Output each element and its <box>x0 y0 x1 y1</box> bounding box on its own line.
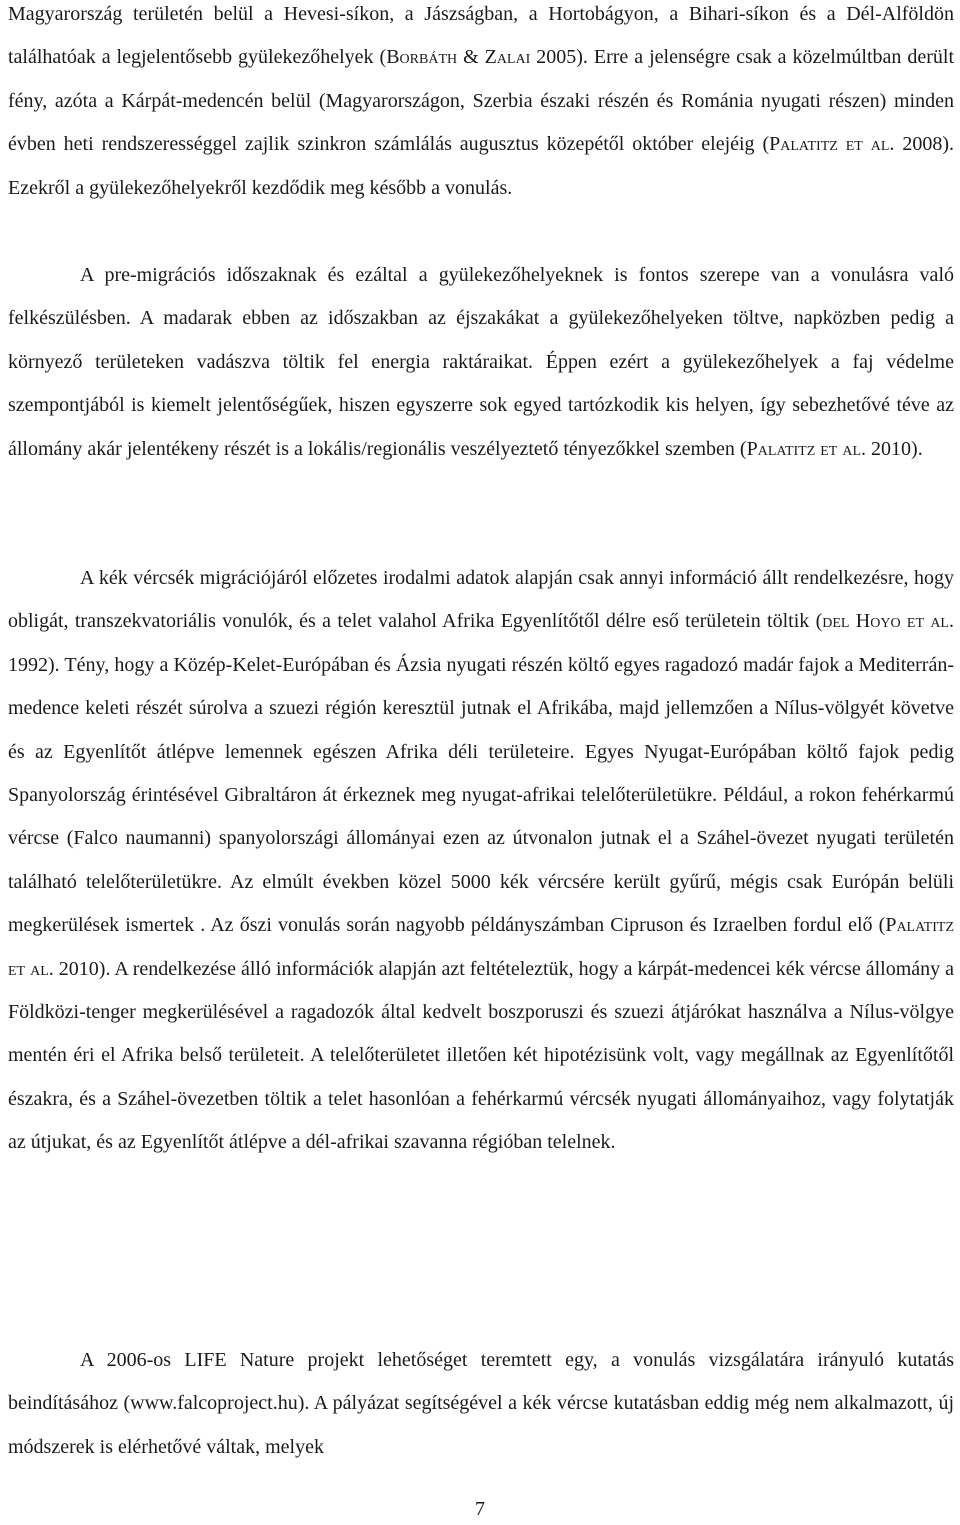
paragraph-1: Magyarország területén belül a Hevesi-síkon, a Jászságban, a Hortobágyon, a Bihari-síkon és a Dél-Alföldön találhatóak a legjelentősebb gyülekezőhelyek (Borbáth & Zalai 2005). Erre a jelenségre csak a közelmúltban derült fény, azóta a Kárpát-medencén belül (Magyarországon, Szerbia északi részén és Románia nyugati részen) minden évben heti rendszerességgel zajlik szinkron számlálás augusztus közepétől október elejéig (Palatitz et al. 2008). Ezekről a gyülekezőhelyekről kezdődik meg később a vonulás. <box>8 3 955 199</box>
citation: Palatitz et al. <box>746 437 867 460</box>
citation: Palatitz et al. <box>769 133 895 156</box>
page-number: 7 <box>475 1498 485 1520</box>
paragraph-2: A pre-migrációs időszaknak és ezáltal a gyülekezőhelyeknek is fontos szerepe van a vonulásra való felkészülésben. A madarak ebben az időszakban az éjszakákat a gyülekezőhelyeken töltve, napközben pedig a környező területeken vadászva töltik fel energia raktáraikat. Éppen ezért a gyülekezőhelyek a faj védelme szempontjából is kiemelt jelentőségűek, hiszen egyszerre sok egyed tartózkodik kis helyen, így sebezhetővé téve az állomány akár jelentékeny részét is a lokális/regionális veszélyeztető tényezőkkel szemben (Palatitz et al. 2010). <box>8 264 954 460</box>
citation: Palatitz et al. <box>8 914 954 980</box>
paragraph-3: A kék vércsék migrációjáról előzetes irodalmi adatok alapján csak annyi információ állt rendelkezésre, hogy obligát, transzekvatoriális vonulók, és a telet valahol Afrika Egyenlítőtől délre eső területein töltik (del Hoyo et al. 1992). Tény, hogy a Közép-Kelet-Európában és Ázsia nyugati részén költő egyes ragadozó madár fajok a Mediterrán-medence keleti részét súrolva a szuezi régión keresztül jutnak el Afrikába, majd jellemzően a Nílus-völgyét követve és az Egyenlítőt átlépve lemennek egészen Afrika déli területeire. Egyes Nyugat-Európában költő fajok pedig Spanyolország érintésével Gibraltáron át érkeznek meg nyugat-afrikai telelőterületükre. Például, a rokon fehérkarmú vércse (Falco naumanni) spanyolországi állományai ezen az útvonalon jutnak el a Száhel-övezet nyugati területén található telelőterületükre. Az elmúlt években közel 5000 kék vércsére került gyűrű, mégis csak Európán belüli megkerülések ismertek . Az őszi vonulás során nagyobb példányszámban Cipruson és Izraelben fordul elő (Palatitz et al. 2010). A rendelkezése álló információk alapján azt feltételeztük, hogy a kárpát-medencei kék vércse állomány a Földközi-tenger megkerülésével a ragadozók által kedvelt boszporuszi és szuezi átjárókat használva a Nílus-völgye mentén éri el Afrika belső területeit. A telelőterületet illetően két hipotézisünk volt, vagy megállnak az Egyenlítőtől északra, és a Száhel-övezetben töltik a telet hasonlóan a fehérkarmú vércsék nyugati állományaihoz, vagy folytatják az útjukat, és az Egyenlítőt átlépve a dél-afrikai szavanna régióban telelnek. <box>8 567 955 1154</box>
paragraph-4: A 2006-os LIFE Nature projekt lehetőséget teremtett egy, a vonulás vizsgálatára irányuló kutatás beindításához (www.falcoproject.hu). A pályázat segítségével a kék vércse kutatásban eddig még nem alkalmazott, új módszerek is elérhetővé váltak, melyek <box>8 1349 954 1458</box>
species-name: Falco naumanni <box>73 827 205 850</box>
citation: Borbáth & Zalai <box>386 46 531 69</box>
citation: del Hoyo et al. <box>822 610 954 633</box>
